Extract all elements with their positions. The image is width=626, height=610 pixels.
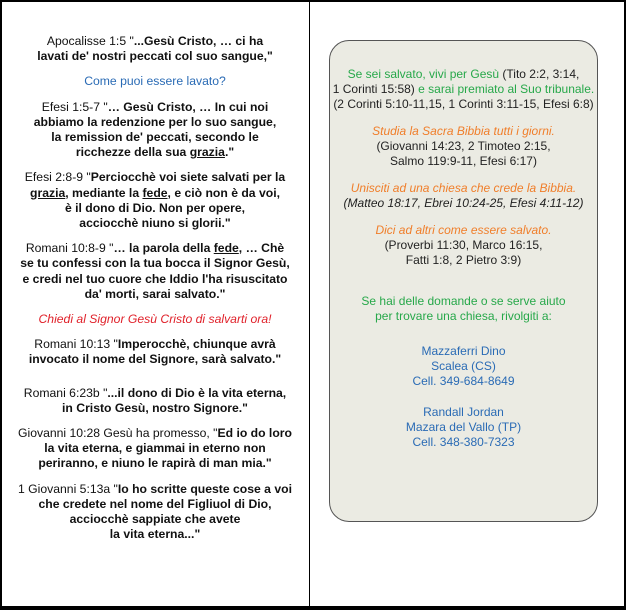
question-heading: Come puoi essere lavato? <box>84 74 226 89</box>
contact-jordan: Randall Jordan Mazara del Vallo (TP) Cell. 348-380-7323 <box>405 405 522 449</box>
join-church: Unisciti ad una chiesa che crede la Bibbia. (Matteo 18:17, Ebrei 10:24-25, Efesi 4:11-12) <box>343 181 584 210</box>
verse-romani-6-23: Romani 6:23b "...il dono di Dio è la vita eterna, in Cristo Gesù, nostro Signore." <box>23 385 287 415</box>
verse-1-giovanni-5-13: 1 Giovanni 5:13a "Io ho scritte queste cose a voi che credete nel nome del Figliuol di Dio, acciocchè sappiate che avete la vita eterna..." <box>18 481 292 542</box>
verse-apocalisse-1-5: Apocalisse 1:5 "...Gesù Cristo, … ci ha lavati de' nostri peccati col suo sangue," <box>37 34 273 64</box>
questions-text: Se hai delle domande o se serve aiuto per trovare una chiesa, rivolgiti a: <box>361 294 566 323</box>
fold-divider <box>309 0 310 608</box>
info-box <box>329 40 598 522</box>
left-panel <box>10 34 300 552</box>
verse-giovanni-10-28: Giovanni 10:28 Gesù ha promesso, "Ed io do loro la vita eterna, e giammai in eterno non periranno, e niuno le rapirà di man mia." <box>18 426 292 471</box>
verse-romani-10-8-9: Romani 10:8-9 "… la parola della fede, … Chè se tu confessi con la tua bocca il Signor Gesù, e credi nel tuo cuore che Iddio l'ha risuscitato da' morti, sarai salvato." <box>20 241 290 301</box>
live-for-jesus: Se sei salvato, vivi per Gesù (Tito 2:2, 3:14, 1 Corinti 15:58) e sarai premiato al Suo tribunale. (2 Corinti 5:10-11,15, 1 Corinti 3:11-15, Efesi 6:8) <box>332 67 595 111</box>
verse-efesi-1-5-7: Efesi 1:5-7 "… Gesù Cristo, … In cui noi abbiamo la redenzione per lo suo sangue, la remission de' peccati, secondo le ricchezze della sua grazia." <box>33 99 277 160</box>
tell-others: Dici ad altri come essere salvato. (Proverbi 11:30, Marco 16:15, Fatti 1:8, 2 Pietro 3:9) <box>375 223 552 267</box>
verse-efesi-2-8-9: Efesi 2:8-9 "Perciocchè voi siete salvati per la grazia, mediante la fede, e ciò non è da voi, è il dono di Dio. Non per opere, acciocchè niuno si glorii." <box>24 170 286 231</box>
contact-mazzaferri: Mazzaferri Dino Scalea (CS) Cell. 349-684-8649 <box>412 344 515 388</box>
call-to-action: Chiedi al Signor Gesù Cristo di salvarti ora! <box>38 312 272 327</box>
study-bible: Studia la Sacra Bibbia tutti i giorni. (Giovanni 14:23, 2 Timoteo 2:15, Salmo 119:9-11, Efesi 6:17) <box>372 124 555 168</box>
verse-romani-10-13: Romani 10:13 "Imperocchè, chiunque avrà invocato il nome del Signore, sarà salvato." <box>28 337 282 367</box>
